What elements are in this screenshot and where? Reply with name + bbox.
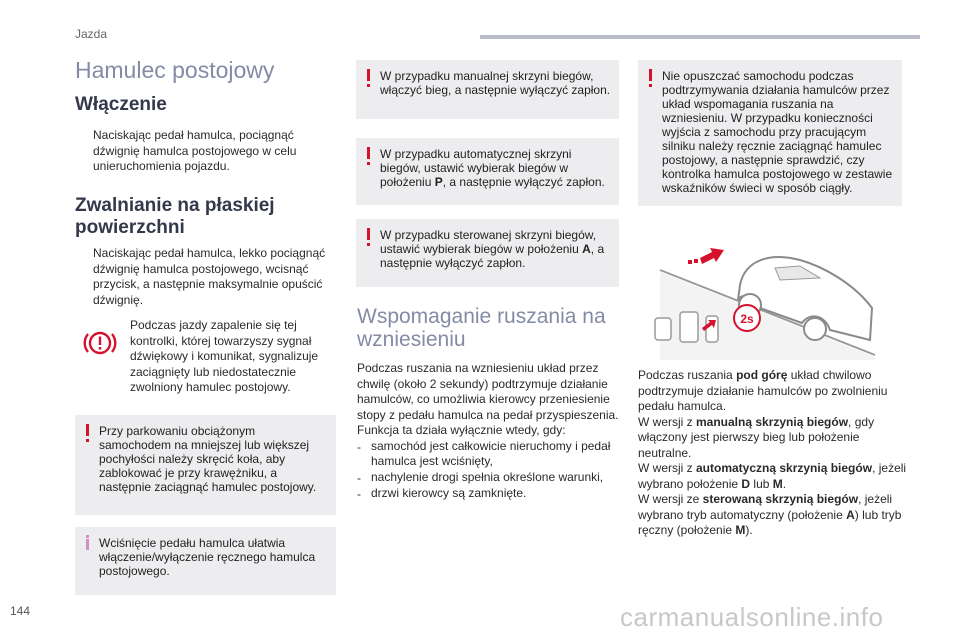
note-box-manual — [356, 60, 619, 119]
right-p2: W wersji z manualną skrzynią biegów, gdy włączony jest pierwszy bieg lub położenie neutralne. — [638, 414, 875, 460]
note-manual-text: W przypadku manualnej skrzyni biegów, włączyć bieg, a następnie wyłączyć zapłon. — [380, 69, 611, 97]
warning-lamp-note: Podczas jazdy zapalenie się tej kontrolki, której towarzyszy sygnał dźwiękowy i komunikat, sygnalizuje zaciągnięty lub niedostatecznie zwolniony hamulec postojowy. — [130, 318, 319, 394]
note-parking-text: Przy parkowaniu obciążonym samochodem na mniejszej lub większej pochyłości należy skręcić koła, aby zablokować je przy krawężniku, a następnie zaciągnąć hamulec postojowy. — [99, 424, 317, 494]
info-mark-icon — [86, 535, 89, 538]
wlaczenie-text: Naciskając pedał hamulca, pociągnąć dźwignię hamulca postojowego w celu unieruchomienia pojazdu. — [93, 128, 297, 173]
bullet-wlaczenie — [75, 128, 335, 175]
info-box-pedal — [75, 527, 336, 595]
bullet-mark-icon — [75, 128, 93, 175]
note-box-automatic — [356, 138, 619, 205]
zwalnianie-text: Naciskając pedał hamulca, lekko pociągnąć dźwignię hamulca postojowego, wcisnąć przycisk, a następnie maksymalnie opuścić dźwignię. — [93, 246, 326, 307]
page-number: 144 — [10, 604, 31, 618]
header-bar — [480, 35, 920, 39]
note-automatic-text: W przypadku automatycznej skrzyni biegów, ustawić wybierak biegów w położeniu P, a następnie wyłączyć zapłon. — [380, 147, 605, 189]
hill-start-illustration — [650, 230, 880, 360]
right-p1: Podczas ruszania pod górę układ chwilowo podtrzymuje działanie hamulców po zwolnieniu pedału hamulca. — [638, 368, 888, 413]
right-p3: W wersji z automatyczną skrzynią biegów, jeżeli wybrano położenie D lub M. — [638, 461, 907, 491]
warning-mark-icon — [367, 69, 370, 81]
warning-mark-icon — [86, 424, 89, 436]
wspomaganie-body — [357, 361, 622, 503]
brake-warning-icon — [82, 325, 118, 361]
heading-wspomaganie: Wspomaganie ruszania na wzniesieniu — [357, 305, 606, 351]
note-sequential-text: W przypadku sterowanej skrzyni biegów, ustawić wybierak biegów w położeniu A, a następnie wyłączyć zapłon. — [380, 228, 605, 270]
note-exit-text: Nie opuszczać samochodu podczas podtrzymywania działania hamulców przez układ wspomagania ruszania na wzniesieniu. W przypadku konieczności wyjścia z samochodu przy pracującym silniku należy ręcznie zaciągnąć hamulec postojowy, a następnie sprawdzić, czy kontrolka hamulca postojowego w zestawie wskaźników świeci w sposób ciągły. — [662, 69, 893, 195]
note-box-parking — [75, 415, 336, 515]
warning-mark-icon — [367, 147, 370, 159]
wspomaganie-conditions-title: Funkcja ta działa wyłącznie wtedy, gdy: — [357, 423, 566, 437]
watermark: carmanualsonline.info — [620, 602, 884, 632]
bullet-mark-icon — [75, 246, 93, 308]
section-tag: Jazda — [75, 27, 108, 41]
warning-mark-icon — [367, 228, 370, 240]
heading-zwalnianie: Zwalnianie na płaskiej powierzchni — [75, 195, 275, 238]
note-box-exit — [638, 60, 902, 206]
right-p4: W wersji ze sterowaną skrzynią biegów, jeżeli wybrano tryb automatyczny (położenie A) lub tryb ręczny (położenie M). — [638, 492, 902, 537]
condition-item: - nachylenie drogi spełnia określone warunki, — [357, 469, 604, 485]
info-pedal-text: Wciśnięcie pedału hamulca ułatwia włączenie/wyłączenie ręcznego hamulca postojowego. — [99, 536, 316, 578]
wspomaganie-intro: Podczas ruszania na wzniesieniu układ przez chwilę (około 2 sekundy) podtrzymuje działanie hamulców, co umożliwia kierowcy przeniesienie stopy z pedału hamulca na pedał przyspieszenia. — [357, 361, 619, 422]
condition-item: - samochód jest całkowicie nieruchomy i pedał hamulca jest wciśnięty, — [357, 438, 611, 468]
note-box-sequential — [356, 219, 619, 287]
hill-start-description — [638, 368, 908, 539]
warning-mark-icon — [649, 69, 652, 81]
bullet-zwalnianie — [75, 246, 335, 308]
heading-wlaczenie: Włączenie — [75, 94, 167, 115]
page-title: Hamulec postojowy — [75, 57, 275, 83]
condition-item: - drzwi kierowcy są zamknięte. — [357, 486, 527, 501]
timer-label: 2s — [740, 312, 754, 326]
